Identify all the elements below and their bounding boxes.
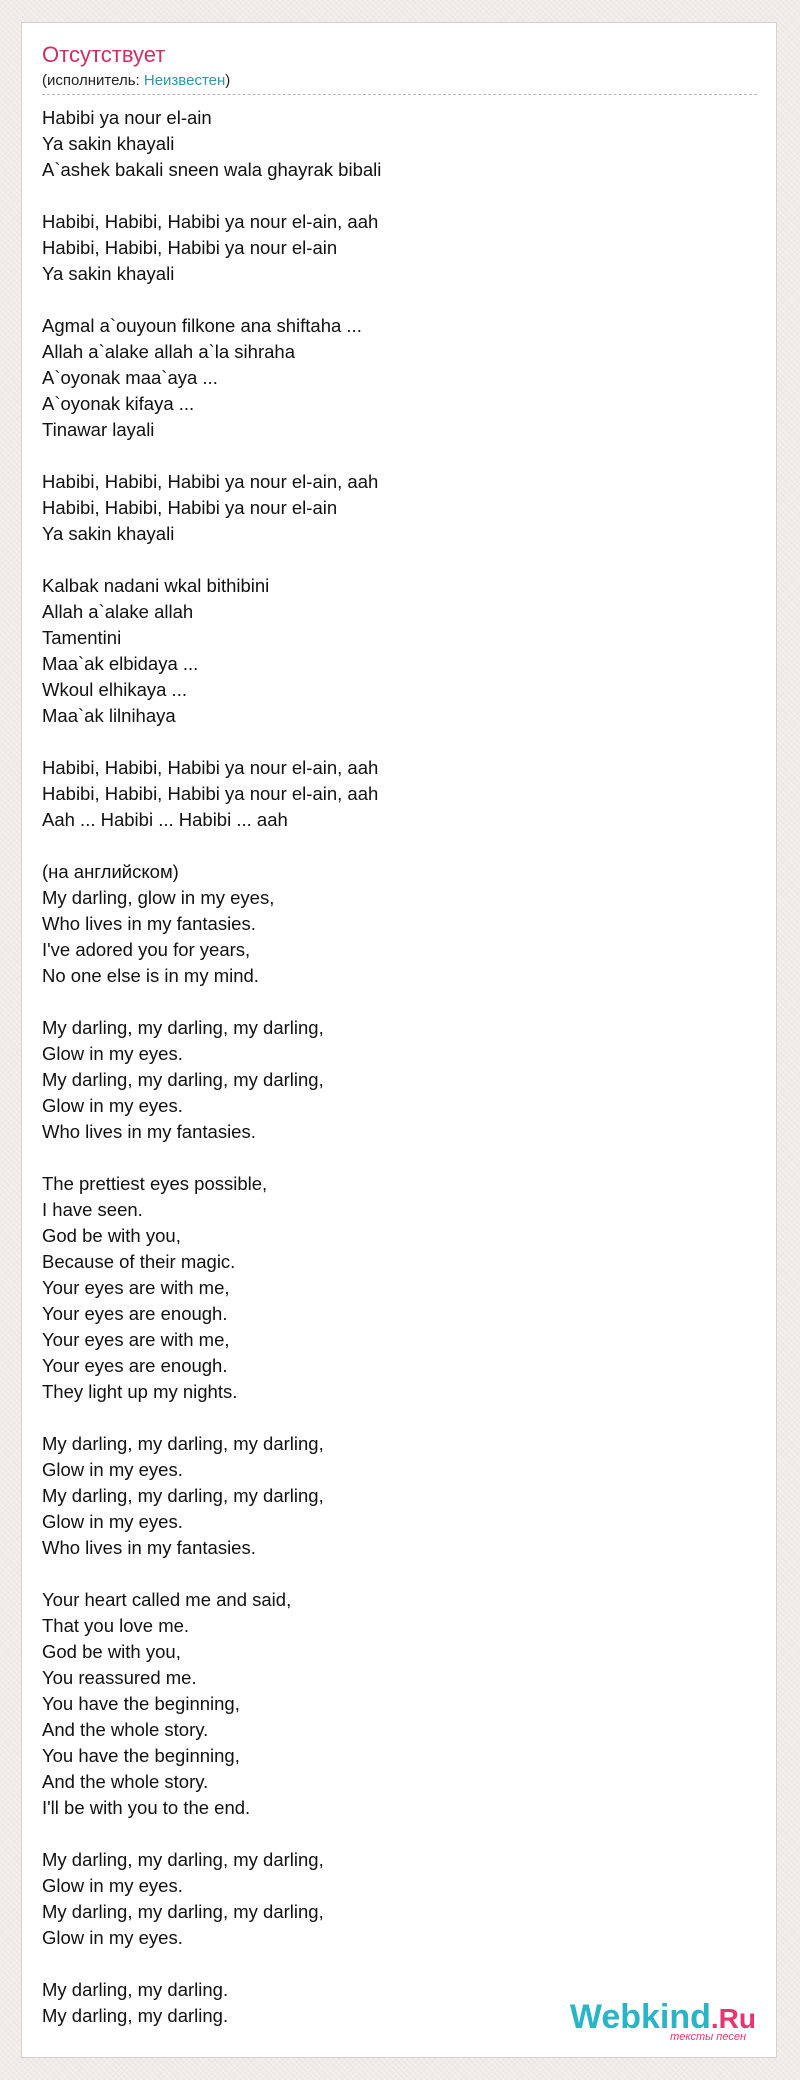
lyrics-body	[42, 105, 742, 2029]
stanza-break	[42, 989, 742, 1015]
lyric-line: The prettiest eyes possible,	[42, 1173, 268, 1194]
lyric-line: Who lives in my fantasies.	[42, 913, 256, 934]
logo-name: Webkind	[569, 1998, 711, 2036]
logo-tagline: тексты песен	[670, 2031, 746, 2043]
lyric-line: My darling, my darling, my darling,	[42, 1901, 324, 1922]
lyric-line: Ya sakin khayali	[42, 133, 175, 154]
stanza-break	[42, 443, 742, 469]
lyric-line: My darling, my darling.	[42, 2005, 229, 2026]
lyric-line: No one else is in my mind.	[42, 965, 259, 986]
artist-suffix: )	[225, 72, 231, 89]
lyric-line: My darling, my darling.	[42, 1979, 229, 2000]
lyric-line: I have seen.	[42, 1199, 143, 1220]
stanza-break	[42, 729, 742, 755]
lyric-line: My darling, my darling, my darling,	[42, 1485, 324, 1506]
lyric-line: Glow in my eyes.	[42, 1459, 183, 1480]
stanza-break	[42, 547, 742, 573]
lyric-line: Kalbak nadani wkal bithibini	[42, 575, 270, 596]
stanza-break	[42, 1951, 742, 1977]
lyric-line: Your eyes are enough.	[42, 1355, 228, 1376]
lyric-line: Wkoul elhikaya ...	[42, 679, 187, 700]
lyric-line: Habibi, Habibi, Habibi ya nour el-ain, aah	[42, 211, 379, 232]
lyric-line: Habibi, Habibi, Habibi ya nour el-ain	[42, 497, 338, 518]
lyric-line: Habibi, Habibi, Habibi ya nour el-ain, aah	[42, 783, 379, 804]
stanza-break	[42, 1561, 742, 1587]
lyric-line: You reassured me.	[42, 1667, 197, 1688]
lyric-line: Glow in my eyes.	[42, 1095, 183, 1116]
stanza-break	[42, 1145, 742, 1171]
lyric-line: You have the beginning,	[42, 1693, 240, 1714]
logo-tld: .Ru	[710, 2003, 756, 2034]
artist-link[interactable]: Неизвестен	[143, 72, 226, 89]
header-divider	[42, 94, 757, 95]
lyric-line: Maa`ak lilnihaya	[42, 705, 176, 726]
lyric-line: Habibi, Habibi, Habibi ya nour el-ain	[42, 237, 338, 258]
lyric-line: Habibi, Habibi, Habibi ya nour el-ain, aah	[42, 757, 379, 778]
stanza-break	[42, 183, 742, 209]
artist-line	[42, 72, 230, 90]
lyric-line: Your heart called me and said,	[42, 1589, 292, 1610]
lyric-line: Who lives in my fantasies.	[42, 1537, 256, 1558]
lyric-line: Habibi, Habibi, Habibi ya nour el-ain, aah	[42, 471, 379, 492]
lyric-line: (на английском)	[42, 861, 179, 882]
lyric-line: A`oyonak maa`aya ...	[42, 367, 218, 388]
lyric-line: Glow in my eyes.	[42, 1511, 183, 1532]
lyric-line: Glow in my eyes.	[42, 1043, 183, 1064]
lyric-line: Agmal a`ouyoun filkone ana shiftaha ...	[42, 315, 362, 336]
lyric-line: Allah a`alake allah a`la sihraha	[42, 341, 295, 362]
site-logo[interactable]	[570, 1999, 756, 2043]
lyric-line: I'll be with you to the end.	[42, 1797, 251, 1818]
lyric-line: Ya sakin khayali	[42, 263, 175, 284]
lyric-line: My darling, glow in my eyes,	[42, 887, 275, 908]
artist-prefix: (исполнитель:	[42, 72, 144, 89]
lyric-line: And the whole story.	[42, 1719, 209, 1740]
lyric-line: They light up my nights.	[42, 1381, 238, 1402]
lyric-line: And the whole story.	[42, 1771, 209, 1792]
lyric-line: Ya sakin khayali	[42, 523, 175, 544]
song-title: Отсутствует	[42, 42, 166, 67]
stanza-break	[42, 287, 742, 313]
lyric-line: A`oyonak kifaya ...	[42, 393, 195, 414]
lyric-line: My darling, my darling, my darling,	[42, 1069, 324, 1090]
lyric-line: Tamentini	[42, 627, 122, 648]
stanza-break	[42, 1405, 742, 1431]
lyric-line: My darling, my darling, my darling,	[42, 1433, 324, 1454]
lyric-line: Tinawar layali	[42, 419, 155, 440]
lyric-line: Glow in my eyes.	[42, 1875, 183, 1896]
lyric-line: God be with you,	[42, 1225, 181, 1246]
lyric-line: My darling, my darling, my darling,	[42, 1849, 324, 1870]
lyric-line: God be with you,	[42, 1641, 181, 1662]
stanza-break	[42, 833, 742, 859]
lyric-line: Your eyes are enough.	[42, 1303, 228, 1324]
lyric-line: Aah ... Habibi ... Habibi ... aah	[42, 809, 288, 830]
lyric-line: A`ashek bakali sneen wala ghayrak bibali	[42, 159, 382, 180]
lyric-line: Maa`ak elbidaya ...	[42, 653, 199, 674]
lyric-line: Habibi ya nour el-ain	[42, 107, 212, 128]
lyric-line: You have the beginning,	[42, 1745, 240, 1766]
lyric-line: That you love me.	[42, 1615, 190, 1636]
lyric-line: Because of their magic.	[42, 1251, 236, 1272]
lyric-line: My darling, my darling, my darling,	[42, 1017, 324, 1038]
lyric-line: Allah a`alake allah	[42, 601, 194, 622]
lyric-line: Glow in my eyes.	[42, 1927, 183, 1948]
lyrics-card	[21, 22, 777, 2058]
lyric-line: Your eyes are with me,	[42, 1329, 230, 1350]
lyric-line: Who lives in my fantasies.	[42, 1121, 256, 1142]
stanza-break	[42, 1821, 742, 1847]
lyric-line: Your eyes are with me,	[42, 1277, 230, 1298]
lyric-line: I've adored you for years,	[42, 939, 251, 960]
